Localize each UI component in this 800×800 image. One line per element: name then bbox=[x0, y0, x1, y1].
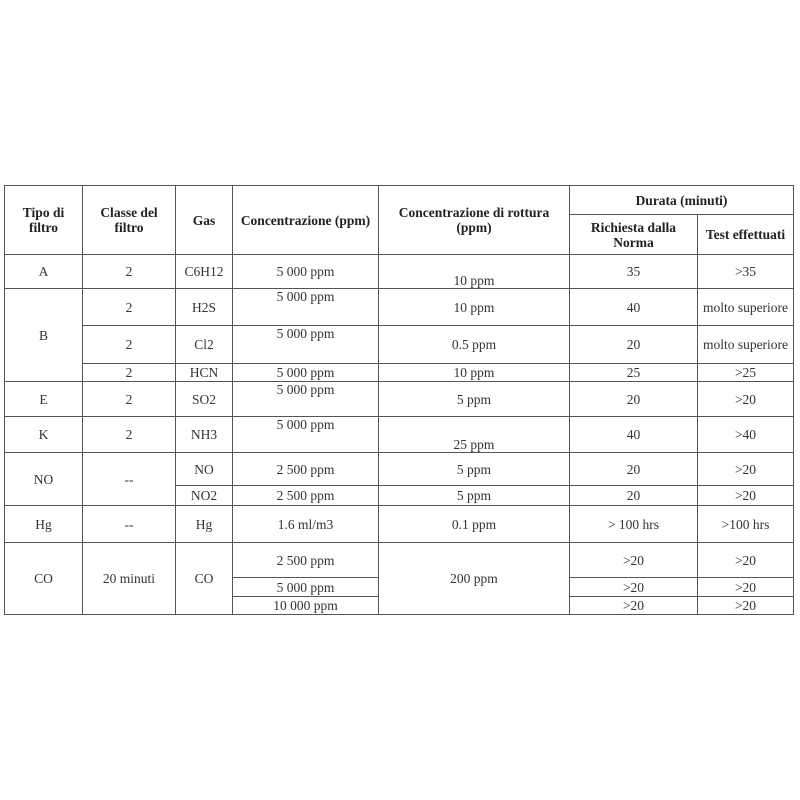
cell-test: >40 bbox=[698, 417, 794, 453]
table-row bbox=[5, 543, 794, 578]
cell-tipo: E bbox=[5, 382, 83, 417]
cell-richiesta: >20 bbox=[570, 543, 698, 578]
cell-richiesta: 20 bbox=[570, 453, 698, 486]
cell-richiesta: >20 bbox=[570, 578, 698, 597]
cell-rottura: 5 ppm bbox=[379, 382, 570, 417]
header-test: Test effettuati bbox=[698, 215, 794, 255]
cell-classe: 2 bbox=[83, 382, 176, 417]
cell-test: >20 bbox=[698, 543, 794, 578]
header-tipo: Tipo di filtro bbox=[5, 186, 83, 255]
cell-richiesta: 25 bbox=[570, 364, 698, 382]
cell-test: molto superiore bbox=[698, 326, 794, 364]
header-classe: Classe del filtro bbox=[83, 186, 176, 255]
cell-conc: 5 000 ppm bbox=[233, 289, 379, 326]
cell-gas: Hg bbox=[176, 506, 233, 543]
cell-classe: 2 bbox=[83, 364, 176, 382]
cell-classe: 2 bbox=[83, 326, 176, 364]
cell-classe: -- bbox=[83, 506, 176, 543]
cell-classe: 2 bbox=[83, 289, 176, 326]
table-row bbox=[5, 364, 794, 382]
cell-test: >20 bbox=[698, 382, 794, 417]
cell-rottura: 10 ppm bbox=[379, 289, 570, 326]
header-concentrazione: Concentrazione (ppm) bbox=[233, 186, 379, 255]
cell-rottura: 10 ppm bbox=[379, 255, 570, 289]
header-richiesta: Richiesta dalla Norma bbox=[570, 215, 698, 255]
cell-test: >100 hrs bbox=[698, 506, 794, 543]
cell-classe: 2 bbox=[83, 417, 176, 453]
table-row bbox=[5, 417, 794, 453]
cell-conc: 5 000 ppm bbox=[233, 382, 379, 417]
cell-richiesta: > 100 hrs bbox=[570, 506, 698, 543]
cell-tipo: A bbox=[5, 255, 83, 289]
cell-rottura: 0.1 ppm bbox=[379, 506, 570, 543]
table-row bbox=[5, 326, 794, 364]
cell-gas: HCN bbox=[176, 364, 233, 382]
cell-rottura: 0.5 ppm bbox=[379, 326, 570, 364]
filter-spec-table bbox=[4, 185, 794, 615]
table-row bbox=[5, 506, 794, 543]
cell-richiesta: 35 bbox=[570, 255, 698, 289]
cell-rottura: 200 ppm bbox=[379, 543, 570, 615]
cell-gas: NO2 bbox=[176, 486, 233, 506]
cell-gas: CO bbox=[176, 543, 233, 615]
cell-richiesta: >20 bbox=[570, 597, 698, 615]
cell-gas: NH3 bbox=[176, 417, 233, 453]
cell-gas: H2S bbox=[176, 289, 233, 326]
header-durata: Durata (minuti) bbox=[570, 186, 794, 215]
cell-rottura: 10 ppm bbox=[379, 364, 570, 382]
cell-conc: 2 500 ppm bbox=[233, 453, 379, 486]
cell-conc: 5 000 ppm bbox=[233, 578, 379, 597]
cell-conc: 5 000 ppm bbox=[233, 326, 379, 364]
cell-conc: 5 000 ppm bbox=[233, 364, 379, 382]
cell-tipo: K bbox=[5, 417, 83, 453]
cell-conc: 10 000 ppm bbox=[233, 597, 379, 615]
cell-test: >20 bbox=[698, 453, 794, 486]
cell-tipo: Hg bbox=[5, 506, 83, 543]
cell-test: >25 bbox=[698, 364, 794, 382]
table-row bbox=[5, 289, 794, 326]
table-row bbox=[5, 255, 794, 289]
header-rottura: Concentrazione di rottura (ppm) bbox=[379, 186, 570, 255]
cell-conc: 2 500 ppm bbox=[233, 543, 379, 578]
cell-gas: C6H12 bbox=[176, 255, 233, 289]
cell-conc: 1.6 ml/m3 bbox=[233, 506, 379, 543]
cell-gas: Cl2 bbox=[176, 326, 233, 364]
cell-tipo: B bbox=[5, 289, 83, 382]
cell-classe: 20 minuti bbox=[83, 543, 176, 615]
header-gas: Gas bbox=[176, 186, 233, 255]
table-row bbox=[5, 453, 794, 486]
cell-tipo: CO bbox=[5, 543, 83, 615]
cell-test: >20 bbox=[698, 486, 794, 506]
cell-conc: 5 000 ppm bbox=[233, 417, 379, 453]
cell-richiesta: 40 bbox=[570, 417, 698, 453]
cell-richiesta: 20 bbox=[570, 326, 698, 364]
cell-test: >35 bbox=[698, 255, 794, 289]
table-row bbox=[5, 382, 794, 417]
cell-classe: 2 bbox=[83, 255, 176, 289]
cell-richiesta: 40 bbox=[570, 289, 698, 326]
cell-tipo: NO bbox=[5, 453, 83, 506]
cell-test: >20 bbox=[698, 578, 794, 597]
cell-rottura: 25 ppm bbox=[379, 417, 570, 453]
cell-richiesta: 20 bbox=[570, 486, 698, 506]
cell-gas: SO2 bbox=[176, 382, 233, 417]
cell-rottura: 5 ppm bbox=[379, 486, 570, 506]
cell-richiesta: 20 bbox=[570, 382, 698, 417]
cell-conc: 5 000 ppm bbox=[233, 255, 379, 289]
cell-conc: 2 500 ppm bbox=[233, 486, 379, 506]
cell-classe: -- bbox=[83, 453, 176, 506]
cell-test: molto superiore bbox=[698, 289, 794, 326]
cell-gas: NO bbox=[176, 453, 233, 486]
cell-test: >20 bbox=[698, 597, 794, 615]
cell-rottura: 5 ppm bbox=[379, 453, 570, 486]
